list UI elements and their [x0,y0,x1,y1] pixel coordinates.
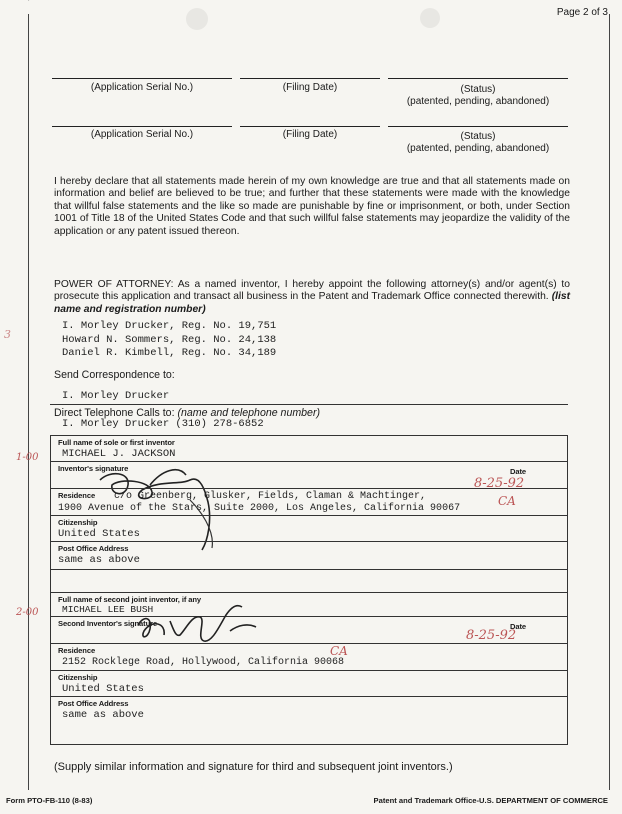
inventor2-residence-label: Residence [58,646,96,655]
form-number: Form PTO-FB-110 (8-83) [6,796,93,805]
section-divider [50,592,568,593]
inventor1-signature-label: Inventor's signature [58,464,129,473]
power-of-attorney-instruction: (list name and registration number) [54,291,570,315]
inventor2-po-address: same as above [62,709,144,721]
row-divider [50,670,568,671]
serial-label: (Application Serial No.) [90,129,194,140]
corner-fold [28,0,60,1]
inventor1-margin-note: 1-00 [16,452,39,463]
filing-label: (Filing Date) [282,129,338,140]
row-divider [50,696,568,697]
inventor1-date-label: Date [510,467,527,476]
row-divider [50,541,568,542]
phone-value: I. Morley Drucker (310) 278-6852 [62,418,264,430]
inventor1-date: 8-25-92 [474,476,525,491]
correspondence-label: Send Correspondence to: [54,369,175,381]
phone-instruction: (name and telephone number) [177,407,321,419]
inventor2-residence: 2152 Rocklege Road, Hollywood, California 90068 [62,657,345,668]
filing-line [240,126,380,127]
page-number: Page 2 of 3 [556,7,608,18]
inventor2-name-label: Full name of second joint inventor, if any [58,595,202,604]
inventor2-date: 8-25-92 [466,628,517,643]
inventor1-citizenship: United States [58,528,140,540]
attorney-list [62,320,276,361]
inventor2-signature [130,595,270,655]
inventor2-margin-note: 2-00 [16,607,39,618]
row-divider [50,616,568,617]
inventor1-po-label: Post Office Address [58,544,129,553]
filing-label: (Filing Date) [282,82,338,93]
power-of-attorney [54,279,570,316]
inventor1-residence-line2: 1900 Avenue of the Stars, Suite 2000, Los Angeles, California 90067 [58,503,461,514]
inventor2-date-label: Date [510,622,527,631]
margin-mark: 3 [4,328,11,341]
inventor2-name: MICHAEL LEE BUSH [62,604,154,615]
inventor1-residence-label: Residence [58,491,96,500]
inventor1-name: MICHAEL J. JACKSON [62,448,176,460]
inventor1-residence-line1: c/o Greenberg, Glusker, Fields, Claman & Machtinger, [114,491,427,502]
inventor1-residence-note: CA [498,494,516,508]
attorney-entry: Howard N. Sommers, Reg. No. 24,138 [62,333,277,346]
serial-line [52,126,232,127]
filing-line [240,78,380,79]
status-options: (patented, pending, abandoned) [406,143,550,154]
inventor2-residence-note: CA [330,644,348,658]
inventor2-citizenship-label: Citizenship [58,673,98,682]
inventor2-po-label: Post Office Address [58,699,129,708]
correspondence-line [50,404,568,405]
punch-hole [186,8,208,30]
status-options: (patented, pending, abandoned) [406,96,550,107]
inventor1-po-address: same as above [58,554,140,566]
row-divider [50,569,568,570]
declaration-paragraph: I hereby declare that all statements made herein of my own knowledge are true and that all statements made on information and belief are believed to be true; and further that these statements were made with the knowledge that willful false statements and the like so made are punishable by fine or imprisonment, or both, under Section 1001 of Title 18 of the United States Code and that such willful false statements may jeopardize the validity of the application or any patent issued thereon. [54,176,570,237]
attorney-entry: I. Morley Drucker, Reg. No. 19,751 [62,320,277,332]
inventor2-signature-label: Second Inventor's signature [58,619,158,628]
inventor1-name-label: Full name of sole or first inventor [58,438,175,447]
office-footer: Patent and Trademark Office-U.S. DEPARTMENT OF COMMERCE [373,796,608,805]
inventor1-citizenship-label: Citizenship [58,518,98,527]
supply-note: (Supply similar information and signature for third and subsequent joint inventors.) [54,761,453,773]
serial-line [52,78,232,79]
punch-hole [420,8,440,28]
serial-label: (Application Serial No.) [90,82,194,93]
inventor2-citizenship: United States [62,683,144,695]
status-line [388,126,568,127]
phone-label-text: Direct Telephone Calls to: [54,407,175,419]
status-label: (Status) [460,84,496,95]
attorney-entry: Daniel R. Kimbell, Reg. No. 34,189 [62,347,277,359]
row-divider [50,643,568,644]
power-of-attorney-text: POWER OF ATTORNEY: As a named inventor, I hereby appoint the following attorney(s) and/or agent(s) to prosecute this application and transact all business in the Patent and Trademark Office connected therewith. [54,279,570,303]
status-line [388,78,568,79]
row-divider [50,515,568,516]
status-label: (Status) [460,131,496,142]
row-divider [50,488,568,489]
correspondence-name: I. Morley Drucker [62,390,170,402]
